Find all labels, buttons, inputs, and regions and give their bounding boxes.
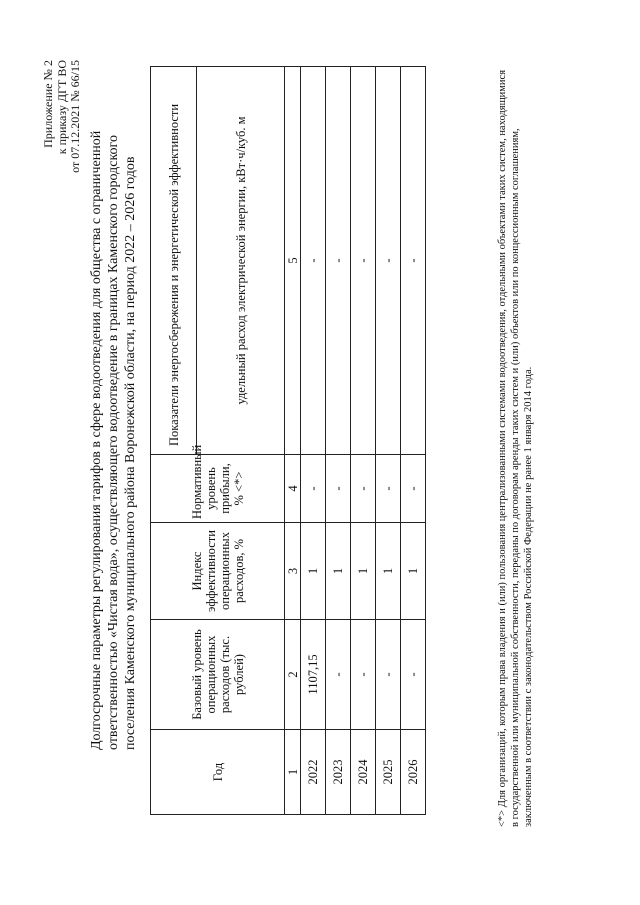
document-title (88, 130, 139, 750)
cell-base-level: - (376, 620, 401, 730)
column-number: 3 (285, 523, 301, 620)
cell-efficiency-index: 1 (401, 523, 426, 620)
title-line: Долгосрочные параметры регулирования тарифов в сфере водоотведения для общества с ограниченной (89, 130, 104, 750)
column-number: 2 (285, 620, 301, 730)
column-number: 1 (285, 730, 301, 815)
header-efficiency-index: Индекс эффективности операционных расходов, % (151, 523, 285, 620)
cell-base-level: - (351, 620, 376, 730)
header-energy-group: Показатели энергосбережения и энергетической эффективности (151, 67, 197, 455)
table-row (326, 67, 351, 815)
table-row (376, 67, 401, 815)
cell-profit-level: - (301, 455, 326, 523)
cell-energy: - (401, 67, 426, 455)
cell-efficiency-index: 1 (376, 523, 401, 620)
table-row (351, 67, 376, 815)
cell-profit-level: - (401, 455, 426, 523)
parameters-table (150, 66, 426, 815)
cell-base-level: - (401, 620, 426, 730)
header-energy-specific: удельный расход электрической энергии, кВт·ч/куб. м (197, 67, 285, 455)
table-header-row (151, 67, 197, 815)
footnote: <*> Для организаций, которым права владения и (или) пользования централизованными системами водоотведения, отдельными объектами таких систем, находящимися в государственной или муниципальной собственности, переданы по договорам аренды таких систем и (или) объектов или по концессионным соглашениям, заключенным в соответствии с законодательством Российской Федерации не ранее 1 января 2014 года. (497, 69, 534, 827)
table-row (301, 67, 326, 815)
cell-base-level: 1107,15 (301, 620, 326, 730)
appendix-date: от 07.12.2021 № 66/15 (68, 60, 82, 173)
title-line: ответственностью «Чистая вода», осуществляющего водоотведение в границах Каменского городского (106, 135, 121, 750)
cell-profit-level: - (326, 455, 351, 523)
cell-profit-level: - (376, 455, 401, 523)
column-number-row (285, 67, 301, 815)
title-line: поселения Каменского муниципального района Воронежской области, на период 2022 – 2026 годов (123, 156, 138, 750)
cell-energy: - (376, 67, 401, 455)
cell-year: 2023 (326, 730, 351, 815)
column-number: 5 (285, 67, 301, 455)
header-profit-level: Нормативный уровень прибыли, % <*> (151, 455, 285, 523)
cell-efficiency-index: 1 (301, 523, 326, 620)
cell-energy: - (351, 67, 376, 455)
table-row (401, 67, 426, 815)
cell-base-level: - (326, 620, 351, 730)
cell-year: 2026 (401, 730, 426, 815)
appendix-number: Приложение № 2 (41, 60, 55, 148)
cell-efficiency-index: 1 (326, 523, 351, 620)
cell-year: 2024 (351, 730, 376, 815)
column-number: 4 (285, 455, 301, 523)
cell-profit-level: - (351, 455, 376, 523)
appendix-reference (42, 60, 83, 173)
header-base-level: Базовый уровень операционных расходов (тыс. рублей) (151, 620, 285, 730)
cell-year: 2025 (376, 730, 401, 815)
cell-efficiency-index: 1 (351, 523, 376, 620)
cell-energy: - (326, 67, 351, 455)
cell-year: 2022 (301, 730, 326, 815)
cell-energy: - (301, 67, 326, 455)
appendix-order: к приказу ДГТ ВО (54, 60, 69, 155)
header-year: Год (151, 730, 285, 815)
